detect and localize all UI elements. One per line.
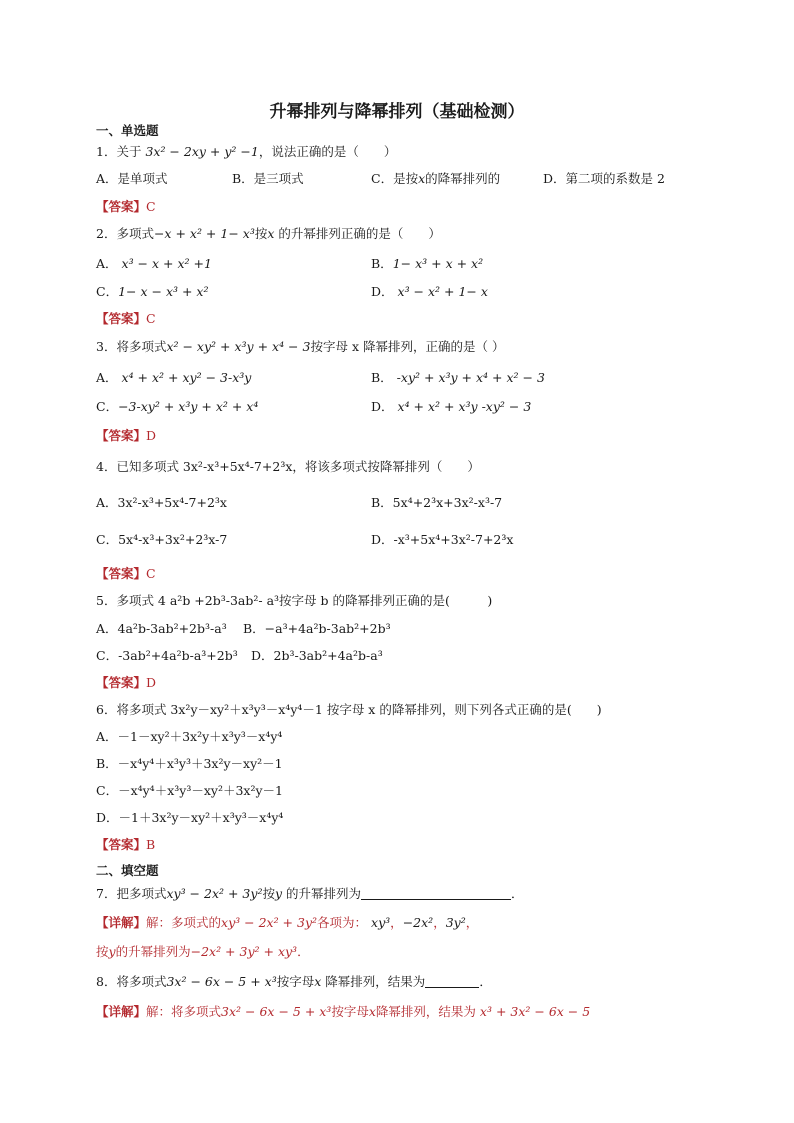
question-3-stem: 3．将多项式x² − xy² + x³y + x⁴ − 3按字母 x 降幂排列，正确的是（ ）	[96, 339, 505, 354]
question-4-stem: 4．已知多项式 3x²-x³+5x⁴-7+2³x，将该多项式按降幂排列（ ）	[96, 459, 480, 474]
question-7-stem: 7．把多项式xy³ − 2x² + 3y²按y 的升幂排列为 ．	[96, 886, 524, 901]
q4-option-c: C．5x⁴-x³+3x²+2³x-7	[96, 532, 228, 547]
question-6-stem: 6．将多项式 3x²y－xy²＋x³y³－x⁴y⁴－1 按字母 x 的降幂排列，则下列各式正确的是( )	[96, 702, 602, 717]
question-1-stem: 1．关于 3x² − 2xy + y² −1，说法正确的是（ ）	[96, 144, 397, 159]
q6-option-a: A．－1－xy²＋3x²y＋x³y³－x⁴y⁴	[96, 729, 283, 744]
q7-detail-line-2: 按y的升幂排列为−2x² + 3y² + xy³．	[96, 944, 310, 959]
q6-option-c: C．－x⁴y⁴＋x³y³－xy²＋3x²y－1	[96, 783, 283, 798]
q2-option-a: A． x³ − x + x² +1	[96, 256, 212, 271]
q1-answer: 【答案】C	[96, 199, 156, 214]
question-5-stem: 5．多项式 4 a²b +2b³-3ab²- a³按字母 b 的降幂排列正确的是( )	[96, 593, 493, 608]
q8-answer-blank[interactable]	[425, 975, 479, 988]
question-2-stem: 2．多项式−x + x² + 1− x³按x 的升幂排列正确的是（ ）	[96, 226, 441, 241]
q3-option-b: B． -xy² + x³y + x⁴ + x² − 3	[371, 370, 545, 385]
q2-option-d: D． x³ − x² + 1− x	[371, 284, 488, 299]
q1-option-c: C．是按x的降幂排列的	[371, 171, 501, 186]
q4-option-a: A．3x²-x³+5x⁴-7+2³x	[96, 495, 227, 510]
q3-option-c: C．−3-xy² + x³y + x² + x⁴	[96, 399, 259, 414]
q1-expression: 3x² − 2xy + y² −1	[145, 144, 259, 159]
q5-option-d: D．2b³-3ab²+4a²b-a³	[251, 648, 383, 663]
answer-tag: 【答案】	[96, 199, 147, 214]
q5-option-b: B．−a³+4a²b-3ab²+2b³	[243, 621, 391, 636]
q1-option-b: B．是三项式	[232, 171, 304, 186]
q3-option-a: A． x⁴ + x² + xy² − 3-x³y	[96, 370, 252, 385]
q7-answer-blank[interactable]	[361, 887, 511, 900]
q4-option-d: D．-x³+5x⁴+3x²-7+2³x	[371, 532, 514, 547]
q2-option-b: B．1− x³ + x + x²	[371, 256, 484, 271]
q6-option-b: B．－x⁴y⁴＋x³y³＋3x²y－xy²－1	[96, 756, 283, 771]
section-heading-fill-blank: 二、填空题	[96, 863, 159, 878]
q5-option-a: A．4a²b-3ab²+2b³-a³	[96, 621, 227, 636]
question-8-stem: 8．将多项式3x² − 6x − 5 + x³按字母x 降幂排列，结果为 ．	[96, 974, 492, 989]
q6-option-d: D．－1＋3x²y－xy²＋x³y³－x⁴y⁴	[96, 810, 284, 825]
q3-option-d: D． x⁴ + x² + x³y -xy² − 3	[371, 399, 532, 414]
q2-answer: 【答案】C	[96, 311, 156, 326]
page-title: 升幂排列与降幂排列（基础检测）	[269, 102, 525, 122]
q1-option-d: D．第二项的系数是 2	[543, 171, 665, 186]
q4-answer: 【答案】C	[96, 566, 156, 581]
q2-option-c: C．1− x − x³ + x²	[96, 284, 209, 299]
q7-detail-line-1: 【详解】解：多项式的xy³ − 2x² + 3y²各项为： xy³，−2x²，3y²，	[96, 915, 479, 930]
q3-answer: 【答案】D	[96, 428, 157, 443]
q5-option-c: C．-3ab²+4a²b-a³+2b³	[96, 648, 238, 663]
q1-option-a: A．是单项式	[96, 171, 168, 186]
q5-answer: 【答案】D	[96, 675, 157, 690]
detail-tag: 【详解】	[96, 915, 147, 930]
q8-detail: 【详解】解：将多项式3x² − 6x − 5 + x³按字母x降幂排列，结果为 x³ + 3x² − 6x − 5	[96, 1004, 591, 1019]
section-heading-single-choice: 一、单选题	[96, 123, 159, 138]
q6-answer: 【答案】B	[96, 837, 156, 852]
q4-option-b: B．5x⁴+2³x+3x²-x³-7	[371, 495, 503, 510]
